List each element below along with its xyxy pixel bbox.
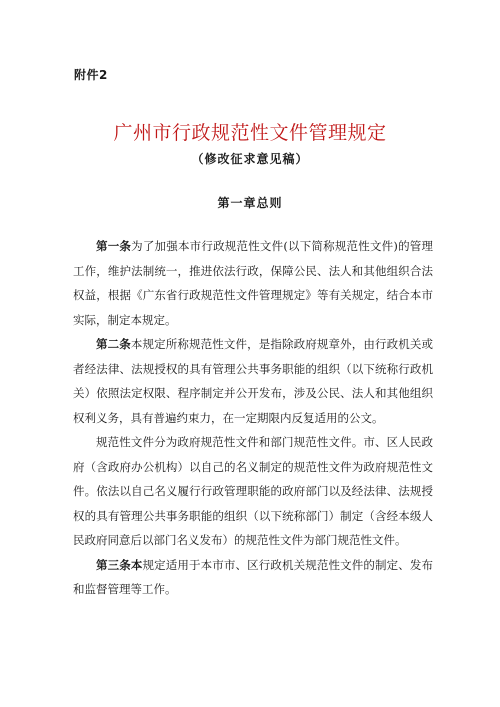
- article-3-text: 规定适用于本市市、区行政机关规范性文件的制定、发布和监督管理等工作。: [73, 557, 433, 596]
- article-2-label: 第二条: [96, 337, 131, 351]
- document-title: 广州市行政规范性文件管理规定: [113, 122, 387, 144]
- document-body: [73, 234, 433, 602]
- article-2-continuation-text: 规范性文件分为政府规范性文件和部门规范性文件。市、区人民政府（含政府办公机构）以自己的名义制定的规范性文件为政府规范性文件。依法以自己名义履行行政管理职能的政府部门以及经法律、法规授权的具有管理公共事务职能的组织（以下统称部门）制定（含经本级人民政府同意后以部门名义发布）的规范性文件为部门规范性文件。: [73, 435, 433, 547]
- article-2-continuation-paragraph: [73, 430, 433, 553]
- article-1-paragraph: [73, 234, 433, 332]
- attachment-label: 附件2: [74, 68, 108, 82]
- article-1-label: 第一条: [96, 239, 132, 253]
- article-1-text: 为了加强本市行政规范性文件(以下简称规范性文件)的管理工作，维护法制统一，推进依法行政，保障公民、法人和其他组织合法权益，根据《广东省行政规范性文件管理规定》等有关规定，结合本市实际，制定本规定。: [73, 239, 433, 327]
- article-2-text: 本规定所称规范性文件，是指除政府规章外，由行政机关或者经法律、法规授权的具有管理公共事务职能的组织（以下统称行政机关）依照法定权限、程序制定并公开发布，涉及公民、法人和其他组织权利义务，具有普遍约束力，在一定期限内反复适用的公文。: [73, 337, 433, 425]
- article-2-paragraph: [73, 332, 433, 430]
- article-3-paragraph: [73, 553, 433, 602]
- chapter-heading: 第一章总则: [217, 196, 283, 210]
- document-subtitle: （修改征求意见稿）: [191, 152, 309, 166]
- article-3-label: 第三条本: [96, 557, 143, 572]
